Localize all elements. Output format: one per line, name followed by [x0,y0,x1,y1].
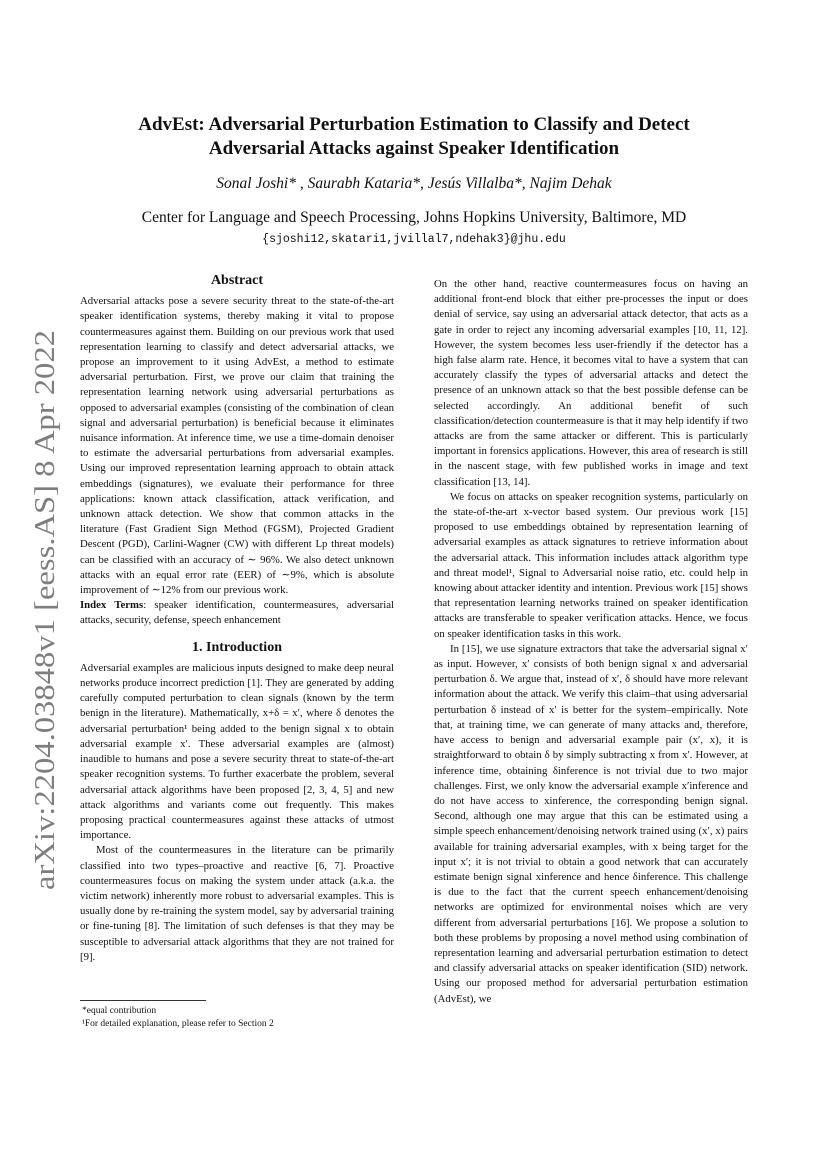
affiliation: Center for Language and Speech Processing, Johns Hopkins University, Baltimore, MD [141,209,687,226]
introduction-paragraph-2: Most of the countermeasures in the literature can be primarily classified into two types–proactive and reactive [6, 7]. Proactive countermeasures focus on making the system under attack (a.k.a. the victim network) inherently more robust to adversarial examples. This is usually done by re-training the system model, say by adversarial training or fine-tuning [8]. The limitation of such defenses is that they may be susceptible to adversarial attack algorithms that they are not trained for [9]. [80,844,394,963]
abstract-text: Adversarial attacks pose a severe security threat to the state-of-the-art speaker identification systems, thereby making it vital to propose countermeasures against them. Building on our previous work that used representation learning to classify and detect adversarial attacks, we propose an improvement to it using AdvEst, a method to estimate adversarial perturbation. First, we prove our claim that training the representation learning network using adversarial perturbations as opposed to adversarial examples (consisting of the combination of clean signal and adversarial perturbation) is beneficial because it eliminates nuisance information. At inference time, we use a time-domain denoiser to estimate the adversarial perturbations from adversarial examples. Using our improved representation learning approach to obtain attack embeddings (signatures), we evaluate their performance for three applications: known attack classification, attack verification, and unknown attack detection. We show that common attacks in the literature (Fast Gradient Sign Method (FGSM), Projected Gradient Descent (PGD), Carlini-Wagner (CW) with different Lp threat models) can be classified with an accuracy of ∼ 96%. We also detect unknown attacks with an equal error rate (EER) of ∼9%, which is absolute improvement of ∼12% from our previous work. [80,295,394,597]
introduction-paragraph-1: Adversarial examples are malicious inputs designed to make deep neural networks produce incorrect prediction [1]. They are generated by adding carefully computed perturbation to clean signals (known by the term benign in the literature). Mathematically, x+δ = x′, where δ denotes the adversarial perturbation¹ being added to the benign signal x to obtain adversarial example x′. These adversarial examples are (almost) inaudible to humans and pose a severe security threat to state-of-the-art speaker recognition systems. To further exacerbate the problem, several adversarial attack algorithms have been proposed [2, 3, 4, 5] and new attack algorithms and variants come out frequently. This makes proposing practical countermeasures against these attacks of utmost importance. [80,661,394,842]
arxiv-identifier-stamp [22,330,66,890]
index-terms-label: Index Terms [80,599,144,612]
paper-title-line-1: AdvEst: Adversarial Perturbation Estimation to Classify and Detect [138,114,690,135]
arxiv-identifier-text: arXiv:2204.03848v1 [eess.AS] 8 Apr 2022 [30,409,61,890]
left-column [80,273,394,965]
introduction-heading: 1. Introduction [192,639,282,655]
index-terms [80,598,394,628]
right-column [434,277,748,1007]
right-paragraph-1: On the other hand, reactive countermeasures focus on having an additional front-end block that either pre-processes the input or does denial of service, say using an adversarial attack detector, that acts as a gate in order to reject any incoming adversarial examples [10, 11, 12]. However, the system becomes less user-friendly if the detector has a high false alarm rate. Hence, it becomes vital to have a system that can accurately classify the types of adversarial attacks and detect the presence of an unknown attack so that the best possible defense can be selected accordingly. An additional benefit of such classification/detection countermeasure is that it may help identify if two attacks are from the same attacker or different. This is particularly important in forensics applications. However, this area of research is still in the nascent stage, with few published works in image and text classification [13, 14]. [434,278,748,488]
author-emails: {sjoshi12,skatari1,jvillal7,ndehak3}@jhu.edu [262,233,566,246]
footnotes [80,1000,394,1031]
right-paragraph-3: In [15], we use signature extractors that take the adversarial signal x′ as input. However, x′ consists of both benign signal x and adversarial perturbation δ. We argue that, instead of x′, δ should have more relevant information about the attack. We verify this claim–that using adversarial perturbation δ instead of x′ is better for the system–empirically. Note that, at training time, we can generate of many attacks and, therefore, have access to benign and adversarial example pair (x′, x), it is straightforward to obtain δ by simply subtracting x from x′. However, at inference time, obtaining δinference is not trivial due to two major challenges. First, we only know the adversarial example x′inference and do not have access to xinference, the corresponding benign signal. Second, although one may argue that this can be estimated using a simple speech enhancement/denoising network trained using (x′, x) pairs available for training adversarial examples, with x being target for the input x′; it is not trivial to obtain a good network that can accurately estimate benign signal xinference and hence δinference. This challenge is due to the fact that the current speech enhancement/denoising networks are optimized for environmental noises which are very different from adversarial perturbations [16]. We propose a solution to both these problems by proposing a novel method using combination of representation learning and adversarial perturbation estimation to detect and classify adversarial attacks on speaker identification (SID) network. Using our proposed method for adversarial perturbation estimation (AdvEst), we [434,642,748,1005]
footnote-1: ¹For detailed explanation, please refer to Section 2 [82,1019,274,1029]
paper-title-line-2: Adversarial Attacks against Speaker Identification [208,138,620,159]
paper-title [80,113,748,161]
footnote-rule [80,1000,206,1001]
footnote-equal-contribution: *equal contribution [82,1006,157,1016]
right-paragraph-2: We focus on attacks on speaker recognition systems, particularly on the state-of-the-art x-vector based system. Our previous work [15] proposed to use embeddings obtained by representation learning of adversarial examples as attack signatures to retrieve information about the adversarial attack. This information includes attack algorithm type and threat model¹, Signal to Adversarial noise ratio, etc. could help in knowing about attacker identity and intention. Previous work [15] shows that representation learning networks trained on speaker identification attacks are transferable to speaker verification attacks. Hence, we focus on speaker identification tasks in this work. [434,490,748,640]
index-terms-text: : speaker identification, countermeasures, adversarial attacks, security, defense, speech enhancement [80,599,394,627]
author-list: Sonal Joshi* , Saurabh Kataria*, Jesús Villalba*, Najim Dehak [216,175,612,192]
abstract-heading: Abstract [210,273,264,288]
